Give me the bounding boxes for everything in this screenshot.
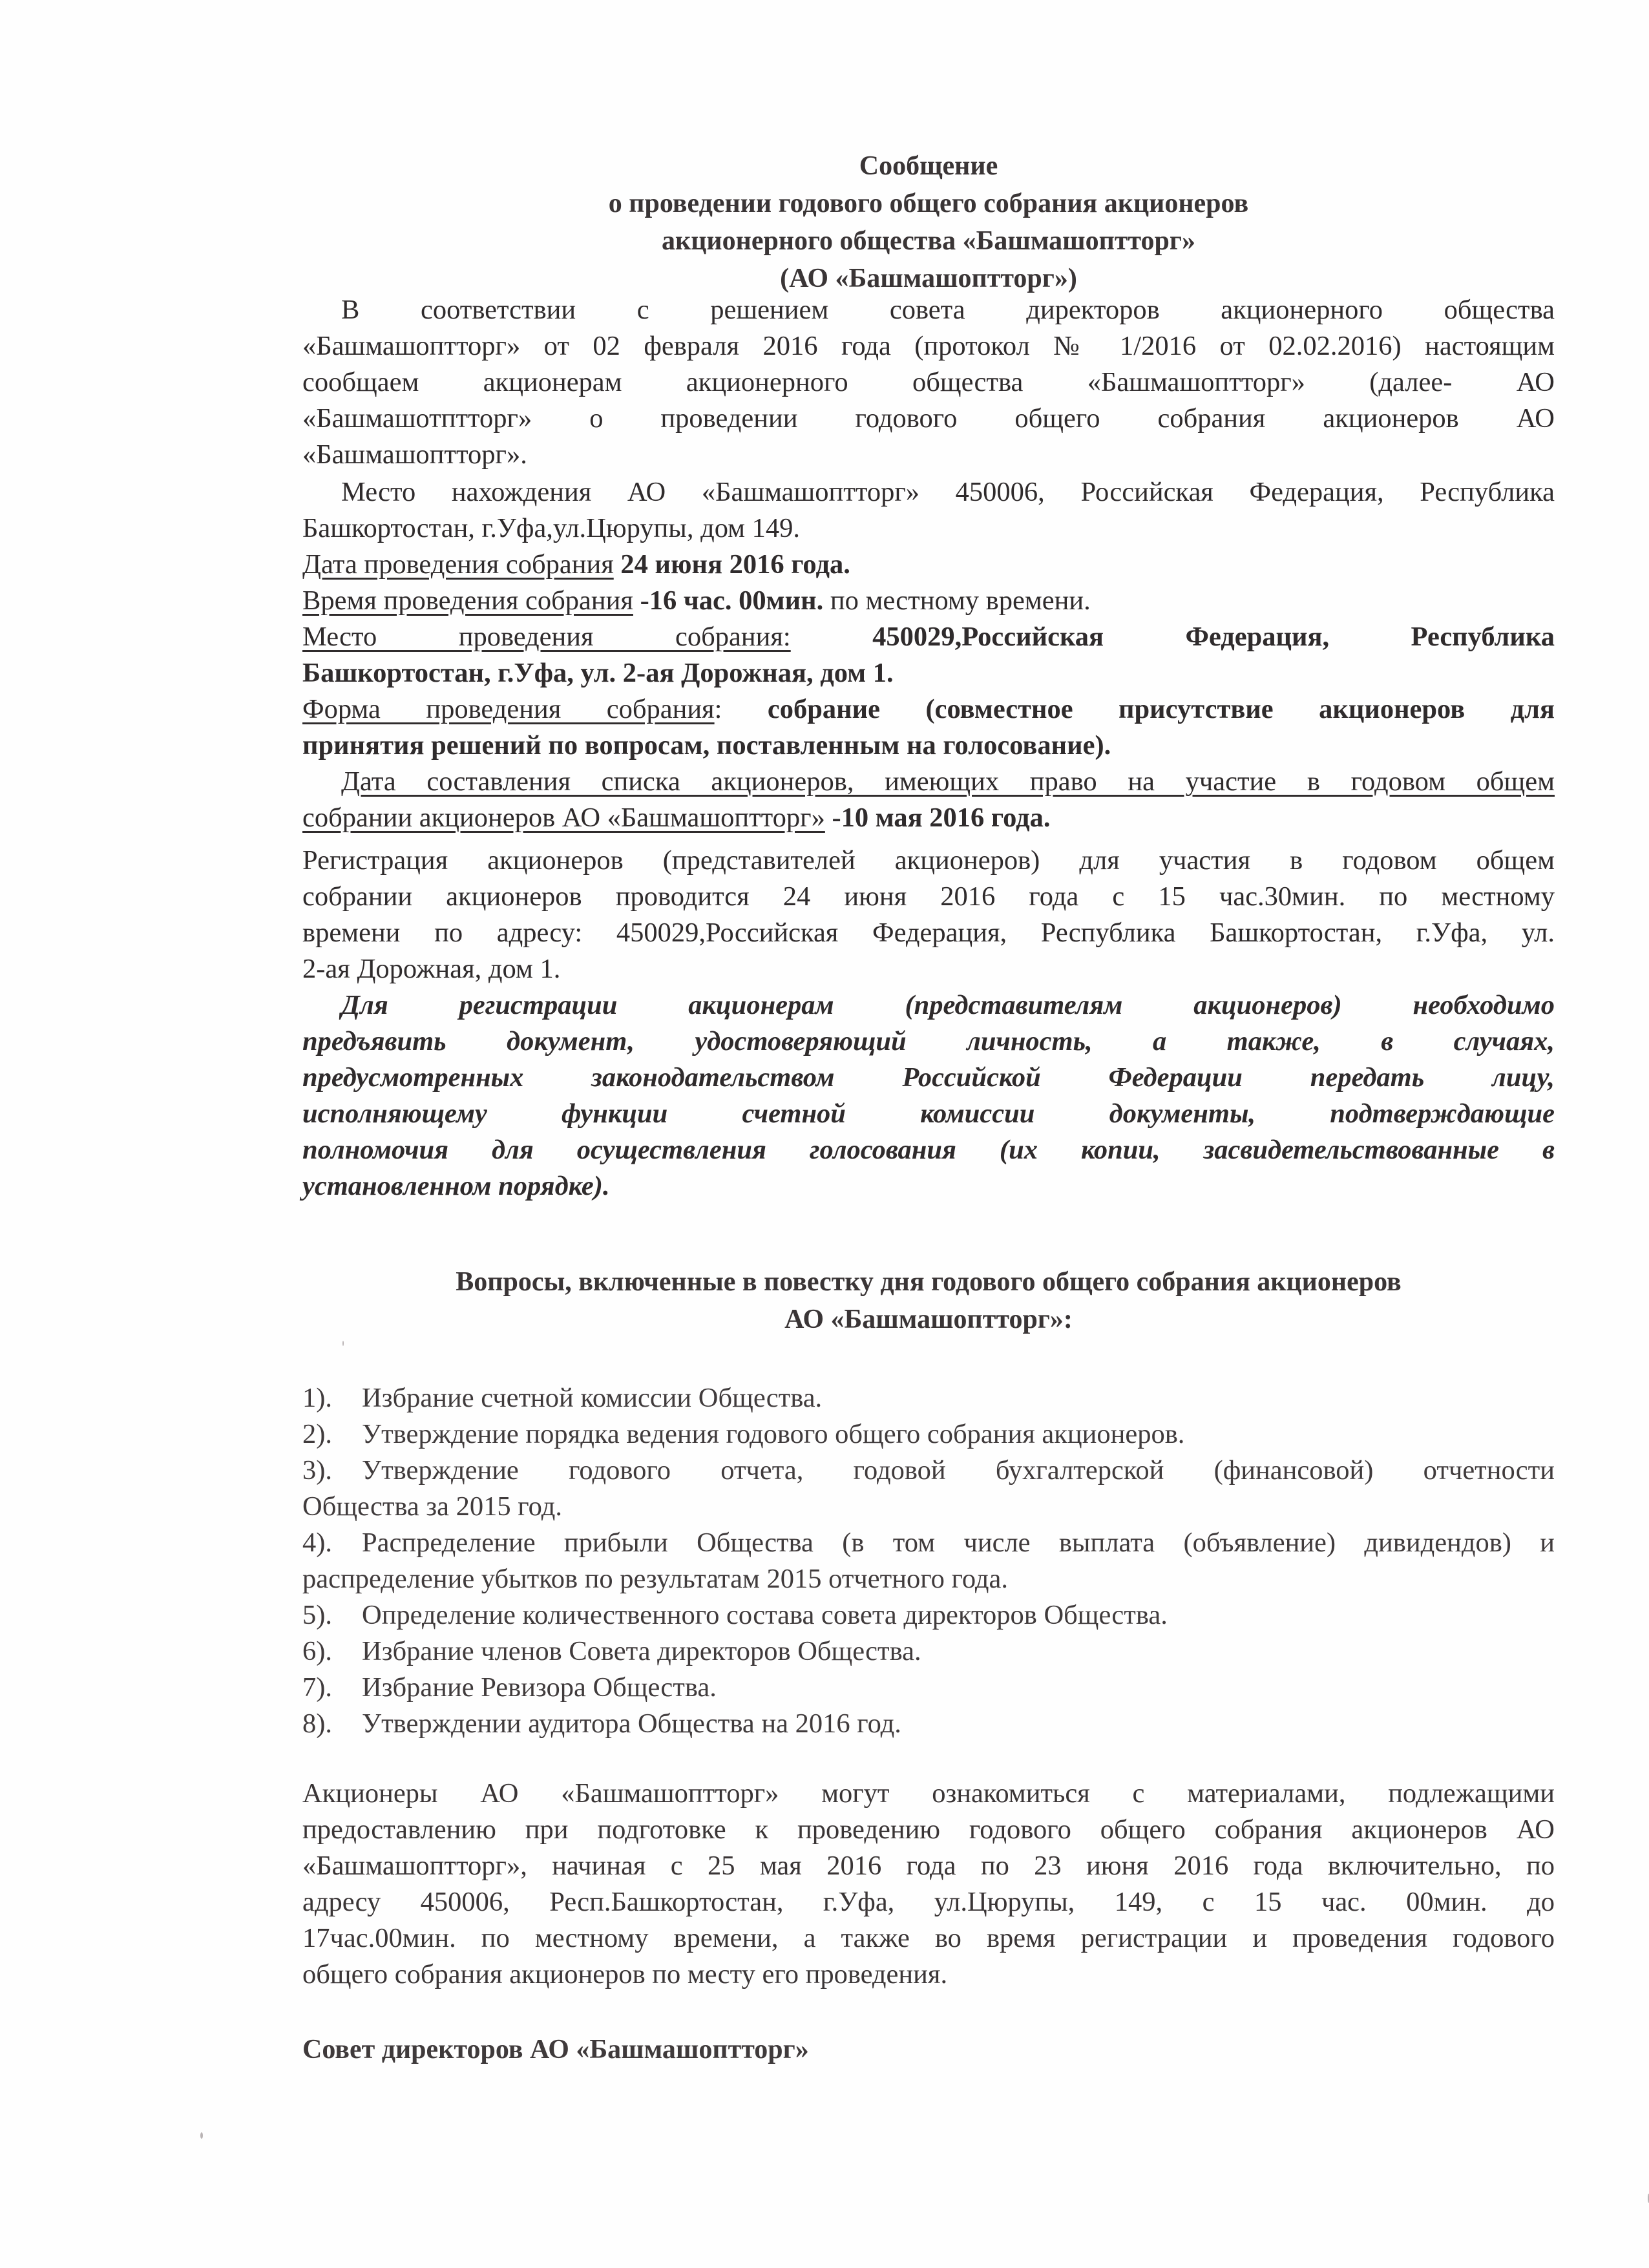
requirements-line-3: предусмотренных законодательством Российской Федерации передать лицу, xyxy=(302,1062,1555,1093)
agenda-item-continuation: Общества за 2015 год. xyxy=(302,1491,562,1522)
agenda-item-continuation: распределение убытков по результатам 2015 отчетного года. xyxy=(302,1564,1008,1594)
materials-line-5: 17час.00мин. по местному времени, а также во время регистрации и проведения годового xyxy=(302,1923,1555,1953)
agenda-title xyxy=(302,1263,1555,1338)
registration-line-4: 2-ая Дорожная, дом 1. xyxy=(302,954,561,984)
meeting-details xyxy=(302,547,1555,836)
meeting-time-suffix: по местному времени. xyxy=(823,585,1091,616)
agenda-item xyxy=(302,1380,1555,1416)
meeting-place-label: Место проведения собрания: xyxy=(302,622,791,652)
meeting-place-value-2: Башкортостан, г.Уфа, ул. 2-ая Дорожная, дом 1. xyxy=(302,658,894,688)
agenda-item xyxy=(302,1453,1555,1525)
agenda-item xyxy=(302,1416,1555,1453)
agenda-item-number: 7). xyxy=(302,1672,333,1703)
scan-speck xyxy=(342,1341,344,1346)
materials-paragraph xyxy=(302,1776,1555,1993)
intro-line-4: «Башмашотптторг» о проведении годового общего собрания акционеров АО xyxy=(302,403,1555,434)
meeting-form-colon: : xyxy=(714,694,768,724)
agenda-item-row xyxy=(302,1453,1555,1489)
agenda-item-number: 1). xyxy=(302,1383,333,1413)
intro-paragraph xyxy=(302,292,1555,473)
materials-line-2: предоставлению при подготовке к проведению годового общего собрания акционеров АО xyxy=(302,1814,1555,1845)
agenda-item xyxy=(302,1706,1555,1742)
shareholder-list-label-1: Дата составления списка акционеров, имеющих право на участие в годовом общем xyxy=(341,766,1555,797)
agenda-item xyxy=(302,1597,1555,1633)
meeting-time-row xyxy=(302,583,1555,619)
signature: Совет директоров АО «Башмашоптторг» xyxy=(302,2035,809,2064)
requirements-line-4: исполняющему функции счетной комиссии документы, подтверждающие xyxy=(302,1098,1555,1129)
title-line-3: акционерного общества «Башмашоптторг» xyxy=(662,226,1195,256)
title-line-4: (АО «Башмашоптторг») xyxy=(780,264,1077,293)
registration-line-2: собрании акционеров проводится 24 июня 2016 года с 15 час.30мин. по местному xyxy=(302,881,1555,912)
requirements-line-2: предъявить документ, удостоверяющий личность, а также, в случаях, xyxy=(302,1026,1555,1056)
agenda-item xyxy=(302,1670,1555,1706)
registration-line-3: времени по адресу: 450029,Российская Федерация, Республика Башкортостан, г.Уфа, ул. xyxy=(302,918,1555,948)
materials-line-3: «Башмашоптторг», начиная с 25 мая 2016 года по 23 июня 2016 года включительно, по xyxy=(302,1851,1555,1881)
meeting-form-label: Форма проведения собрания xyxy=(302,694,715,724)
registration-paragraph xyxy=(302,843,1555,987)
shareholder-list-date: -10 мая 2016 года. xyxy=(824,803,1051,833)
intro-line-1: В соответствии с решением совета директоров акционерного общества xyxy=(341,295,1555,325)
agenda-item-text: Избрание Ревизора Общества. xyxy=(362,1672,717,1703)
intro-line-3: сообщаем акционерам акционерного общества «Башмашоптторг» (далее- АО xyxy=(302,367,1555,397)
shareholder-list-row xyxy=(302,800,1555,836)
intro-line-5: «Башмашоптторг». xyxy=(302,439,527,470)
agenda-item-text: Определение количественного состава совета директоров Общества. xyxy=(362,1600,1168,1630)
agenda-title-line-1: Вопросы, включенные в повестку дня годового общего собрания акционеров xyxy=(456,1267,1402,1297)
document-title xyxy=(302,147,1555,297)
agenda-item-text: Избрание членов Совета директоров Общества. xyxy=(362,1636,921,1666)
meeting-date-value: 24 июня 2016 года. xyxy=(613,549,850,580)
requirements-paragraph xyxy=(302,987,1555,1204)
registration-line-1: Регистрация акционеров (представителей акционеров) для участия в годовом общем xyxy=(302,845,1555,876)
location-paragraph xyxy=(302,474,1555,547)
materials-line-6: общего собрания акционеров по месту его проведения. xyxy=(302,1959,948,1990)
agenda-item-text: Утверждении аудитора Общества на 2016 год. xyxy=(362,1708,901,1739)
agenda-list xyxy=(302,1380,1555,1742)
meeting-form-value-2: принятия решений по вопросам, поставленным на голосование). xyxy=(302,730,1111,761)
title-line-2: о проведении годового общего собрания акционеров xyxy=(608,189,1249,218)
meeting-place-row xyxy=(302,619,1555,655)
agenda-item-text: Избрание счетной комиссии Общества. xyxy=(362,1383,823,1413)
title-line-1: Сообщение xyxy=(859,151,998,181)
location-line-2: Башкортостан, г.Уфа,ул.Цюрупы, дом 149. xyxy=(302,513,801,543)
agenda-item-number: 4). xyxy=(302,1528,333,1558)
shareholder-list-label-2: собрании акционеров АО «Башмашоптторг» xyxy=(302,803,825,833)
agenda-item-text: Распределение прибыли Общества (в том числе выплата (объявление) дивидендов) и xyxy=(362,1528,1555,1558)
meeting-form-value-1: собрание (совместное присутствие акционеров для xyxy=(767,694,1555,724)
meeting-date-row xyxy=(302,547,1555,583)
meeting-date-label: Дата проведения собрания xyxy=(302,549,614,580)
meeting-time-label: Время проведения собрания xyxy=(302,585,633,616)
agenda-item-number: 2). xyxy=(302,1419,333,1449)
agenda-item-row xyxy=(302,1525,1555,1561)
agenda-item-number: 8). xyxy=(302,1708,333,1739)
scan-speck xyxy=(200,2132,203,2139)
intro-line-2: «Башмашоптторг» от 02 февраля 2016 года (протокол № 1/2016 от 02.02.2016) настоящим xyxy=(302,331,1555,361)
requirements-line-6: установленном порядке). xyxy=(302,1171,610,1201)
agenda-item-text: Утверждение годового отчета, годовой бухгалтерской (финансовой) отчетности xyxy=(362,1455,1555,1486)
agenda-item-number: 3). xyxy=(302,1455,333,1486)
meeting-place-value-1: 450029,Российская Федерация, Республика xyxy=(872,622,1555,652)
meeting-time-value: -16 час. 00мин. xyxy=(633,585,824,616)
agenda-item xyxy=(302,1525,1555,1597)
agenda-item-text: Утверждение порядка ведения годового общего собрания акционеров. xyxy=(362,1419,1185,1449)
agenda-item xyxy=(302,1633,1555,1670)
materials-line-1: Акционеры АО «Башмашоптторг» могут ознакомиться с материалами, подлежащими xyxy=(302,1778,1555,1809)
agenda-title-line-2: АО «Башмашоптторг»: xyxy=(784,1305,1073,1334)
agenda-item-number: 5). xyxy=(302,1600,333,1630)
materials-line-4: адресу 450006, Респ.Башкортостан, г.Уфа, ул.Цюрупы, 149, с 15 час. 00мин. до xyxy=(302,1887,1555,1917)
requirements-line-5: полномочия для осуществления голосования (их копии, засвидетельствованные в xyxy=(302,1135,1555,1165)
meeting-form-row xyxy=(302,691,1555,728)
agenda-item-number: 6). xyxy=(302,1636,333,1666)
requirements-line-1: Для регистрации акционерам (представителям акционеров) необходимо xyxy=(341,990,1555,1020)
location-line-1: Место нахождения АО «Башмашоптторг» 450006, Российская Федерация, Республика xyxy=(341,477,1555,507)
